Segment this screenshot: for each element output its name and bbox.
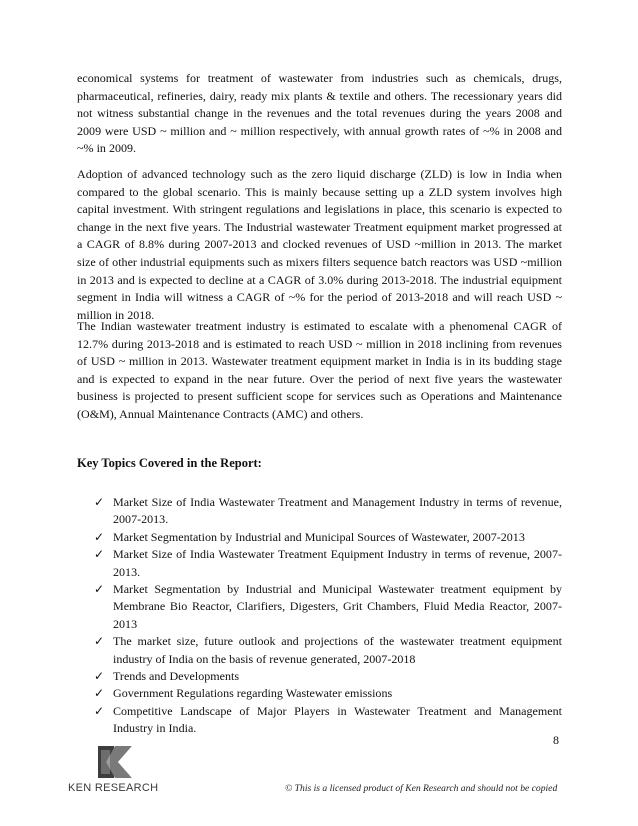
list-item [94, 668, 562, 685]
list-item-text: Market Segmentation by Industrial and Municipal Sources of Wastewater, 2007-2013 [113, 529, 525, 544]
paragraph-3: The Indian wastewater treatment industry is estimated to escalate with a phenomenal CAGR of 12.7% during 2013-2018 and is estimated to reach USD ~ million in 2018 inclining from revenues of USD ~ million in 2013. Wastewater treatment equipment market in India is in its budding stage and is expected to expand in the near future. Over the period of next five years the wastewater business is projected to present sufficient scope for services such as Operations and Maintenance (O&M), Annual Maintenance Contracts (AMC) and others. [77, 319, 562, 421]
list-item-text: Trends and Developments [113, 669, 240, 684]
list-item-text: The market size, future outlook and projections of the wastewater treatment equipment industry of India on the basis of revenue generated, 2007-2018 [113, 634, 562, 666]
checkmark-icon: ✓ [94, 582, 105, 597]
paragraph-2: Adoption of advanced technology such as the zero liquid discharge (ZLD) is low in India when compared to the global scenario. This is mainly because setting up a ZLD system involves high capital investment. With stringent regulations and legislations in place, this scenario is expected to change in the next five years. The Industrial wastewater Treatment equipment market progressed at a CAGR of 8.8% during 2007-2013 and clocked revenues of USD ~million in 2013. The market size of other industrial equipments such as mixers filters sequence batch reactors was USD ~million in 2013 and is expected to decline at a CAGR of 3.0% during 2013-2018. The industrial equipment segment in India will witness a CAGR of ~% for the period of 2013-2018 and will reach USD ~ million in 2018. [77, 167, 562, 322]
list-item-text: Market Segmentation by Industrial and Municipal Wastewater treatment equipment by Membrane Bio Reactor, Clarifiers, Digesters, Grit Chambers, Fluid Media Reactor, 2007-2013 [113, 582, 562, 631]
key-topics-heading: Key Topics Covered in the Report: [77, 456, 262, 470]
list-item-text: Government Regulations regarding Wastewater emissions [113, 686, 393, 701]
checkmark-icon: ✓ [94, 529, 105, 544]
page-number: 8 [553, 733, 559, 747]
checkmark-icon: ✓ [94, 669, 105, 684]
list-item [94, 581, 562, 633]
list-item-text: Competitive Landscape of Major Players in Wastewater Treatment and Management Industry in India. [113, 703, 562, 736]
checkmark-icon: ✓ [94, 703, 105, 718]
list-item-text: Market Size of India Wastewater Treatment Equipment Industry in terms of revenue, 2007-2013. [113, 547, 562, 579]
list-item [94, 529, 562, 546]
list-item [94, 685, 562, 702]
checkmark-icon: ✓ [94, 634, 105, 649]
logo-wordmark: KEN RESEARCH [68, 782, 159, 794]
paragraph-1: economical systems for treatment of wastewater from industries such as chemicals, drugs, pharmaceutical, refineries, dairy, ready mix plants & textile and others. The recessionary years did not witness substantial change in the revenues and the total revenues during the years 2008 and 2009 were USD ~ million and ~ million respectively, with annual growth rates of ~% in 2008 and ~% in 2009. [77, 71, 562, 156]
list-item-text: Market Size of India Wastewater Treatment and Management Industry in terms of revenue, 2007-2013. [113, 495, 562, 527]
list-item [94, 494, 562, 529]
checkmark-icon: ✓ [94, 495, 105, 509]
key-topics-list [94, 494, 562, 738]
checkmark-icon: ✓ [94, 547, 105, 562]
k-emblem-icon [98, 746, 132, 778]
checkmark-icon: ✓ [94, 686, 105, 701]
list-item [94, 703, 562, 738]
list-item [94, 546, 562, 581]
list-item [94, 633, 562, 668]
copyright-footer: © This is a licensed product of Ken Research and should not be copied [285, 783, 558, 794]
